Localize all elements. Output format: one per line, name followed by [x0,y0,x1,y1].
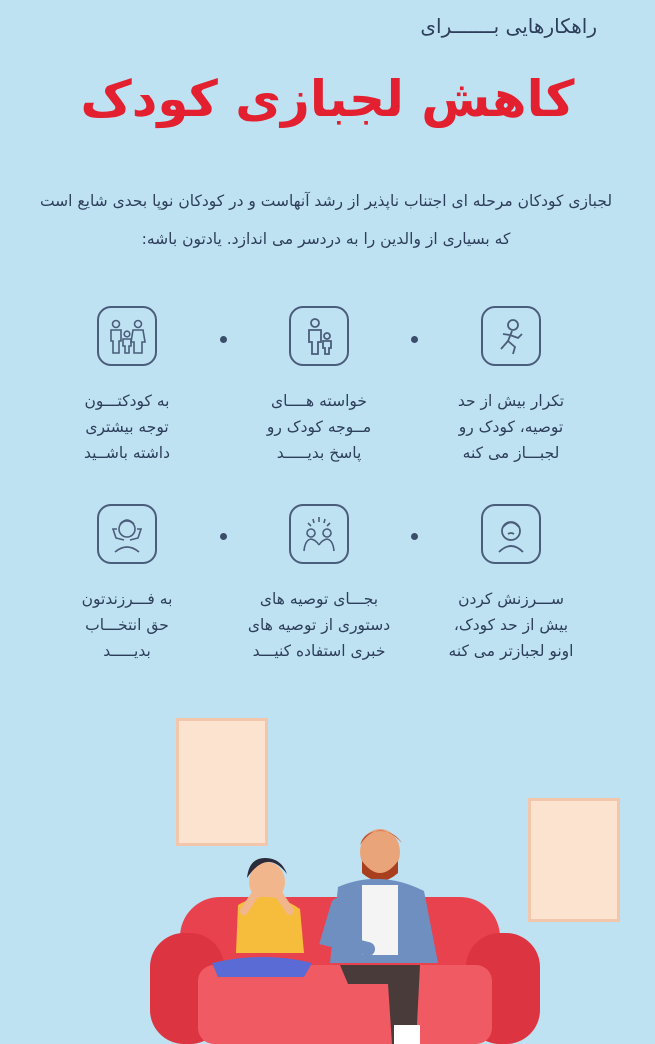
covering-ears-icon [97,504,157,564]
intro-paragraph: لجبازی کودکان مرحله ای اجتناب ناپذیر از رشد آنهاست و در کودکان نوپا بحدی شایع است که بسیاری از والدین را به دردسر می اندازد. یادتون باشه: [39,192,613,248]
tip-4-text: ســـرزنش کردن بیش از حد کودک، اونو لجبازتر می کنه [448,590,574,660]
running-child-icon [481,306,541,366]
tip-6 [52,504,202,664]
header-subtitle: راهکارهایی بـــــــرای [420,14,597,38]
tip-2 [244,306,394,466]
separator-dot [220,533,227,540]
family-icon [97,306,157,366]
tip-1-text: تکرار بیش از حد توصیه، کودک رو لجبـــاز می کنه [457,392,565,462]
tip-1 [436,306,586,466]
wall-frame-right [528,798,620,922]
separator-dot [411,533,418,540]
tip-3 [52,306,202,466]
family-on-sofa-illustration [150,815,540,1044]
tip-4 [436,504,586,664]
arguing-people-icon [289,504,349,564]
page-title: کاهش لجبازی کودک [80,70,575,128]
tip-5 [244,504,394,664]
child-face-icon [481,504,541,564]
tip-5-text: بجـــای توصیه های دستوری از توصیه های خبری استفاده کنیـــد [247,590,391,660]
separator-dot [411,336,418,343]
tip-6-text: به فـــرزندتون حق انتخـــاب بدیـــــد [81,590,173,660]
parent-child-icon [289,306,349,366]
tip-3-text: به کودکتـــون توجه بیشتری داشته باشــید [83,392,171,462]
separator-dot [220,336,227,343]
tip-2-text: خواسته هــــای مــوجه کودک رو پاسخ بدیـــــد [266,392,372,462]
